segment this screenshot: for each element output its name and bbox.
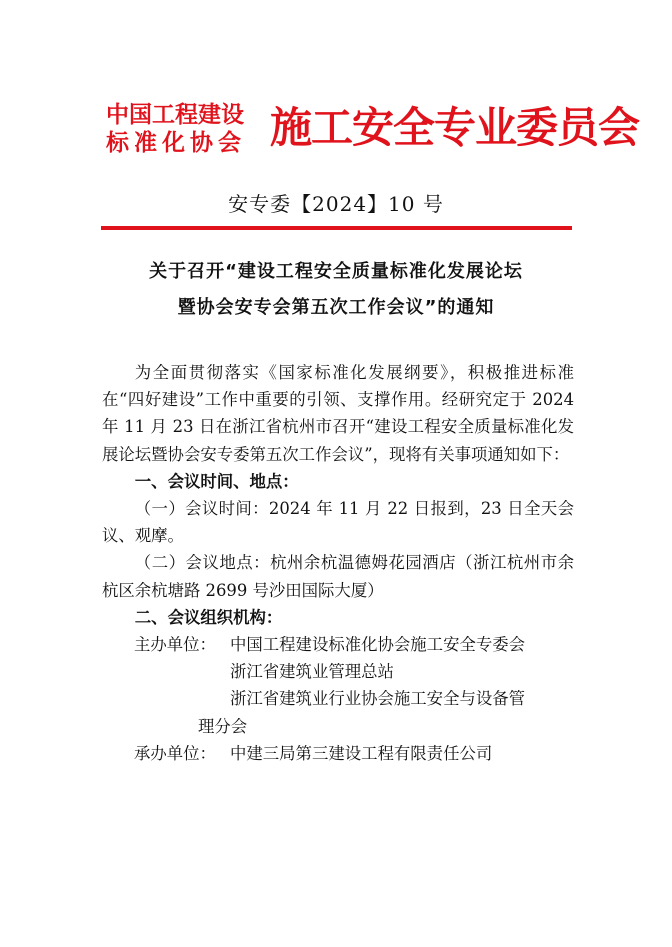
section-heading-organizers: 二、会议组织机构： (134, 607, 283, 627)
notice-body (102, 359, 574, 767)
host-row-2 (102, 658, 574, 685)
meeting-time-item: （一）会议时间：2024 年 11 月 22 日报到，23 日全天会议、观摩。 (102, 499, 574, 546)
section-heading-time-place: 一、会议时间、地点： (134, 471, 299, 491)
organizer-row (102, 740, 574, 767)
intro-paragraph: 为全面贯彻落实《国家标准化发展纲要》，积极推进标准在“四好建设”工作中重要的引领、支撑作用。经研究定于 2024 年 11 月 23 日在浙江省杭州市召开“建设工程安全质量标准化发展论坛暨协会安专委第五次工作会议”，现将有关事项通知如下： (102, 363, 574, 464)
document-number: 安专委【2024】10 号 (228, 192, 444, 216)
host-unit-3-continued: 理分会 (198, 716, 248, 736)
issuer-organization-line1: 中国工程建设 (106, 102, 244, 128)
host-label: 主办单位： (134, 635, 216, 655)
host-unit-2: 浙江省建筑业管理总站 (230, 662, 394, 682)
organizer-label: 承办单位： (134, 743, 216, 763)
issuer-organization-line2: 标准化协会 (106, 130, 246, 156)
notice-title-line2: 暨协会安专会第五次工作会议”的通知 (177, 297, 495, 318)
host-row-3 (102, 685, 574, 712)
header-red-rule (101, 226, 572, 230)
issuer-organization (106, 101, 246, 157)
organizer-unit-1: 中建三局第三建设工程有限责任公司 (230, 743, 493, 763)
notice-title-line1: 关于召开“建设工程安全质量标准化发展论坛 (149, 261, 523, 282)
host-unit-3: 浙江省建筑业行业协会施工安全与设备管 (230, 689, 526, 709)
host-unit-1: 中国工程建设标准化协会施工安全专委会 (230, 635, 526, 655)
meeting-place-item: （二）会议地点：杭州余杭温德姆花园酒店（浙江杭州市余杭区余杭塘路 2699 号沙田国际大厦） (102, 553, 574, 600)
host-row (102, 631, 574, 658)
issuer-committee: 施工安全专业委员会 (270, 103, 640, 152)
notice-title (0, 254, 672, 326)
